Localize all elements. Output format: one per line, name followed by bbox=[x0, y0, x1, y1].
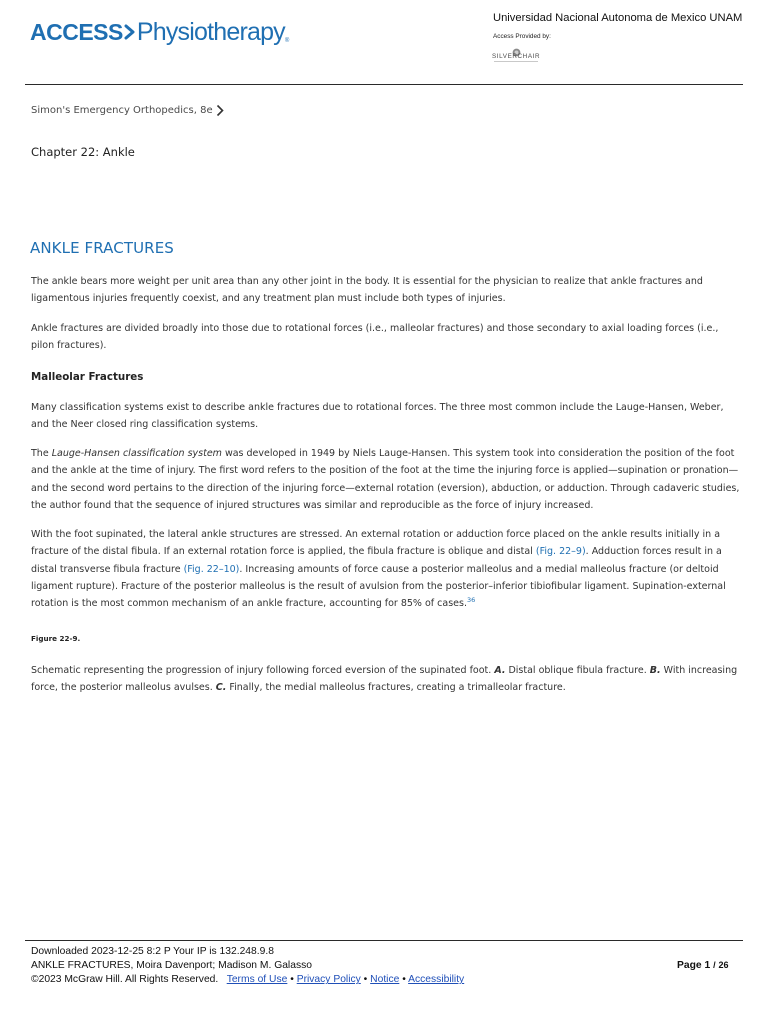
text-span: Schematic representing the progression of injury following forced eversion of the supinated foot. bbox=[31, 665, 495, 676]
text-span: . Increasing amounts of force cause a posterior malleolus and a medial malleolus fracture (or deltoid ligament rupture). Fracture of the posterior malleolus is the result of avulsion from the posterior–inferior tibiofibular ligament. Supination-external rotation is the most common mechanism of an ankle fracture, accounting for 85% of cases. bbox=[31, 563, 726, 610]
header-divider bbox=[25, 84, 743, 85]
download-info: Downloaded 2023-12-25 8:2 P Your IP is 132.248.9.8 bbox=[31, 946, 274, 957]
page-number: 1 bbox=[704, 960, 711, 971]
logo-physiotherapy-text: Physiotherapy bbox=[136, 17, 285, 46]
paragraph-ankle-intro: The ankle bears more weight per unit area than any other joint in the body. It is essential for the physician to realize that ankle fractures and ligamentous injuries frequently coexist, and any treatment plan must include both types of injuries. bbox=[31, 276, 703, 305]
caption-marker-b: B. bbox=[649, 665, 661, 676]
text-span: The bbox=[31, 448, 52, 459]
link-separator: • bbox=[402, 974, 406, 986]
figure-caption bbox=[31, 662, 741, 697]
text-span: Finally, the medial malleolus fractures, creating a trimalleolar fracture. bbox=[226, 682, 566, 694]
logo-access-text: ACCESS bbox=[30, 18, 123, 45]
notice-link[interactable]: Notice bbox=[370, 974, 400, 986]
silverchair-wordmark: SILVERCHAIR bbox=[492, 53, 541, 60]
subheading-malleolar-fractures: Malleolar Fractures bbox=[31, 371, 144, 383]
privacy-policy-link[interactable]: Privacy Policy bbox=[296, 974, 361, 986]
access-provided-label: Access Provided by: bbox=[493, 33, 551, 40]
text-span: With the foot supinated, the lateral ankle structures are stressed. An external rotation or adduction force placed on the ankle results initially in a fracture of the distal fibula. If an external rotation force is applied, the fibula fracture is oblique and distal bbox=[31, 529, 721, 558]
text-span: With increasing force, the posterior malleolus avulses. bbox=[31, 665, 738, 694]
page-indicator bbox=[677, 960, 729, 971]
footer-divider bbox=[25, 940, 743, 941]
section-heading: ANKLE FRACTURES bbox=[30, 239, 174, 257]
page-footer bbox=[31, 945, 464, 988]
page-label: Page bbox=[677, 960, 702, 971]
institution-name: Universidad Nacional Autonoma de Mexico UNAM bbox=[493, 12, 743, 24]
reference-link[interactable]: 36 bbox=[466, 596, 476, 605]
figure-link-22-9[interactable]: (Fig. 22–9) bbox=[535, 546, 586, 558]
breadcrumb bbox=[31, 104, 224, 117]
chapter-title: Chapter 22: Ankle bbox=[31, 145, 135, 159]
article-citation: ANKLE FRACTURES, Moira Davenport; Madison M. Galasso bbox=[31, 960, 312, 972]
accessibility-link[interactable]: Accessibility bbox=[408, 974, 465, 986]
copyright-text: ©2023 McGraw Hill. All Rights Reserved. bbox=[31, 974, 219, 986]
page-total: 26 bbox=[718, 960, 729, 970]
footer-links-row bbox=[31, 973, 464, 987]
text-span: Distal oblique fibula fracture. bbox=[505, 665, 650, 676]
chevron-right-icon bbox=[216, 104, 224, 117]
link-separator: • bbox=[290, 974, 294, 986]
page-header bbox=[0, 0, 768, 86]
link-separator: • bbox=[363, 974, 368, 986]
emphasis-term: Lauge-Hansen classification system bbox=[51, 448, 222, 459]
page-slash: / bbox=[713, 960, 716, 970]
silverchair-tagline-rule bbox=[494, 61, 538, 62]
paragraph-classification-systems: Many classification systems exist to describe ankle fractures due to rotational forces. The three most common include the Lauge-Hansen, Weber, and the Neer closed ring classification systems. bbox=[31, 402, 724, 431]
terms-of-use-link[interactable]: Terms of Use bbox=[226, 974, 288, 986]
figure-label: Figure 22-9. bbox=[31, 634, 81, 643]
text-span: . Adduction forces result in a distal transverse fibula fracture bbox=[31, 546, 722, 575]
caption-marker-c: C. bbox=[215, 682, 227, 694]
paragraph-lauge-hansen bbox=[31, 445, 741, 514]
silverchair-logo bbox=[492, 42, 542, 66]
figure-link-22-10[interactable]: (Fig. 22–10) bbox=[183, 563, 240, 575]
accessphysiotherapy-logo[interactable] bbox=[30, 12, 289, 52]
caption-marker-a: A. bbox=[494, 665, 506, 676]
arrow-right-icon bbox=[124, 23, 136, 41]
breadcrumb-book-link[interactable]: Simon's Emergency Orthopedics, 8e bbox=[31, 105, 213, 116]
paragraph-supination bbox=[31, 526, 741, 612]
silverchair-mark-icon bbox=[512, 42, 521, 51]
paragraph-fracture-types: Ankle fractures are divided broadly into those due to rotational forces (i.e., malleolar fractures) and those secondary to axial loading forces (i.e., pilon fractures). bbox=[31, 323, 719, 352]
registered-mark: ® bbox=[284, 38, 290, 44]
text-span: was developed in 1949 by Niels Lauge-Hansen. This system took into consideration the position of the foot and the ankle at the time of injury. The first word refers to the position of the foot at the time the injuring force is applied—supination or pronation—and the second word pertains to the direction of the injuring force—external rotation (eversion), abduction, or adduction. Through cadaveric studies, the author found that the sequence of injured structures was similar and reproducible as the force of injury increased. bbox=[31, 448, 740, 511]
